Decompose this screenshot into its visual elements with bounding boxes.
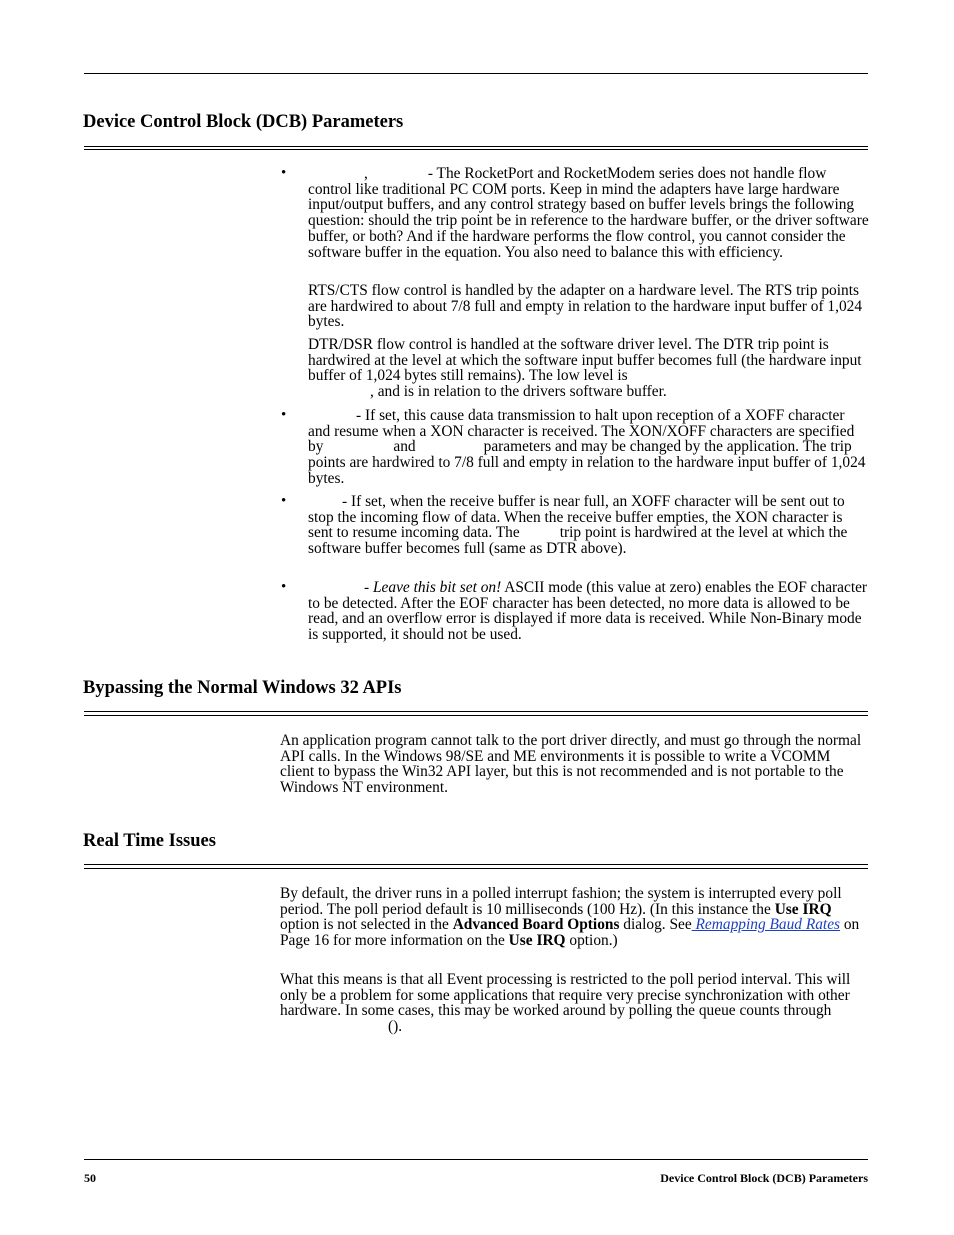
- paragraph-event-processing: [280, 972, 868, 1035]
- paragraph-flow-control: [308, 166, 870, 260]
- section-rule: [84, 711, 868, 712]
- paragraph-polling: [280, 886, 868, 949]
- bullet-icon: •: [281, 407, 287, 423]
- paragraph-xon-xoff-out: [308, 408, 870, 487]
- section-heading-dcb: Device Control Block (DCB) Parameters: [83, 112, 404, 132]
- page-number: 50: [84, 1171, 96, 1185]
- body-text: - The RocketPort and RocketModem series does not handle flow control like traditional PC COM ports. Keep in mind the adapters have large hardware input/output buffers, and any control strategy based on buffer levels brings the following question: should the trip point be in reference to the hardware buffer, or the driver software buffer, or both? And if the hardware performs the flow control, you cannot consider the software buffer in the equation. You also need to balance this with efficiency.: [308, 165, 869, 261]
- body-text: parameters and may be changed by the application. The trip points are hardwired to 7/8 full and empty in relation to the hardware input buffer of 1,024 bytes.: [308, 438, 866, 487]
- paragraph-rts-cts: RTS/CTS flow control is handled by the adapter on a hardware level. The RTS trip points are hardwired to about 7/8 full and empty in relation to the hardware input buffer of 1,024 bytes.: [308, 282, 863, 331]
- bold-text: Use IRQ: [508, 932, 566, 950]
- body-text: on Page 16 for more information on the: [280, 916, 860, 950]
- paragraph-bypassing: An application program cannot talk to the port driver directly, and must go through the normal API calls. In the Windows 98/SE and ME environments it is possible to write a VCOMM client to bypass the Win32 API layer, but this is not recommended and is not portable to the Windows NT environment.: [280, 732, 862, 797]
- body-text: trip point is hardwired at the level at which the software buffer becomes full (same as DTR above).: [308, 524, 848, 558]
- running-title: Device Control Block (DCB) Parameters: [660, 1171, 868, 1185]
- section-rule: [84, 715, 868, 716]
- section-rule: [84, 146, 868, 147]
- footer-rule: [84, 1159, 868, 1160]
- section-rule: [84, 864, 868, 865]
- body-text: By default, the driver runs in a polled interrupt fashion; the system is interrupted every poll period. The poll period default is 10 milliseconds (100 Hz). (In this instance the: [280, 885, 842, 918]
- remapping-baud-rates-link[interactable]: Remapping Baud Rates: [691, 916, 841, 934]
- body-text: option is not selected in the: [280, 916, 453, 934]
- body-text: dialog. See: [619, 916, 692, 934]
- section-heading-real-time: Real Time Issues: [83, 831, 216, 851]
- body-text: ASCII mode (this value at zero) enables the EOF character to be detected. After the EOF character has been detected, no more data is allowed to be read, and an overflow error is displayed if more data is received. While Non-Binary mode is supported, it should not be used.: [308, 579, 868, 644]
- body-text: -: [364, 579, 373, 596]
- bullet-icon: •: [281, 165, 287, 181]
- header-rule: [84, 73, 868, 74]
- bold-text: Use IRQ: [774, 900, 832, 918]
- bold-text: Advanced Board Options: [452, 916, 620, 934]
- body-text: , and is in relation to the drivers software buffer.: [370, 383, 667, 401]
- paragraph-dtr-dsr: [308, 337, 870, 400]
- separator-text: ,: [364, 165, 368, 182]
- body-text: and: [393, 438, 416, 456]
- body-text: option.): [565, 932, 618, 950]
- bullet-icon: •: [281, 579, 287, 595]
- body-text: - If set, when the receive buffer is near full, an XOFF character will be sent out to stop the incoming flow of data. When the receive buffer empties, the XON character is sent to resume incoming data. The: [308, 493, 845, 542]
- body-text: - If set, this cause data transmission to halt upon reception of a XOFF character and resume when a XON character is received. The XON/XOFF characters are specified by: [308, 407, 855, 456]
- body-text: ().: [388, 1018, 403, 1036]
- paragraph-binary-mode: [308, 580, 870, 643]
- emphasis-text: Leave this bit set on!: [372, 579, 502, 596]
- body-text: DTR/DSR flow control is handled at the software driver level. The DTR trip point is hardwired at the level at which the software input buffer becomes full (the hardware input buffer of 1,024 bytes still remains). The low level is: [308, 336, 862, 385]
- body-text: What this means is that all Event processing is restricted to the poll period interval. This will only be a problem for some applications that require very precise synchronization with other hardware. In some cases, this may be worked around by polling the queue counts through: [280, 971, 851, 1020]
- section-heading-bypassing: Bypassing the Normal Windows 32 APIs: [83, 678, 402, 698]
- section-rule: [84, 868, 868, 869]
- bullet-icon: •: [281, 493, 287, 509]
- section-rule: [84, 149, 868, 150]
- paragraph-xon-xoff-in: [308, 494, 870, 557]
